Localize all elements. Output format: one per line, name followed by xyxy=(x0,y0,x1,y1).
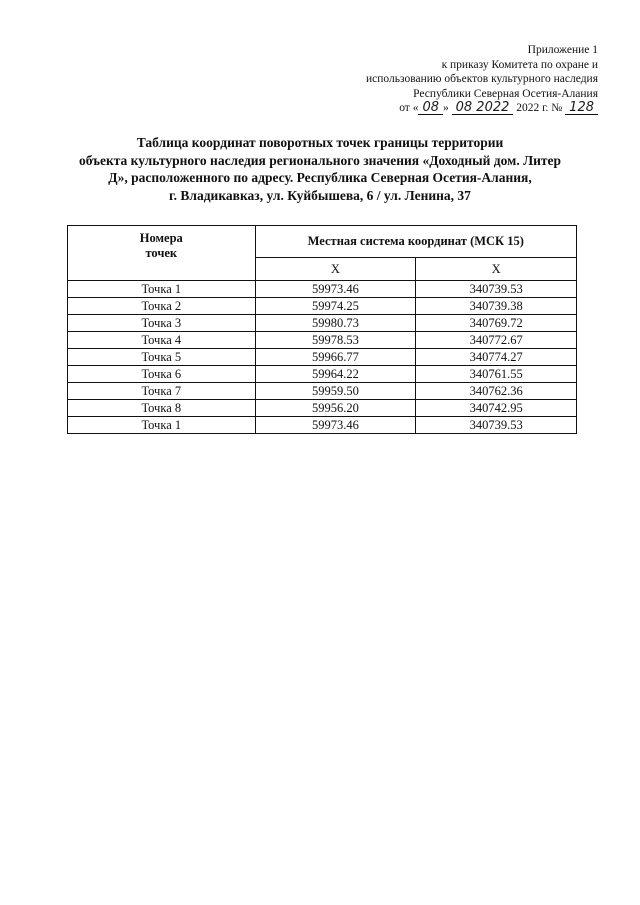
y-coordinate-cell: 340739.53 xyxy=(416,417,577,434)
table-row xyxy=(68,332,577,349)
points-header-line-2: точек xyxy=(145,246,178,260)
coordinate-system-header: Местная система координат (МСК 15) xyxy=(255,226,576,258)
date-prefix: от « xyxy=(399,102,419,114)
point-name-cell: Точка 3 xyxy=(68,315,256,332)
point-name-cell: Точка 5 xyxy=(68,349,256,366)
handwritten-order-number: 128 xyxy=(565,102,598,115)
title-line-3: Д», расположенного по адресу. Республика Северная Осетия-Алания, xyxy=(108,170,532,185)
y-coordinate-cell: 340739.38 xyxy=(416,298,577,315)
point-name-cell: Точка 1 xyxy=(68,417,256,434)
point-name-cell: Точка 7 xyxy=(68,383,256,400)
x-coordinate-cell: 59973.46 xyxy=(255,281,416,298)
table-row xyxy=(68,383,577,400)
appendix-header xyxy=(298,43,598,116)
table-row xyxy=(68,400,577,417)
coordinates-table xyxy=(67,225,577,434)
y-coordinate-cell: 340769.72 xyxy=(416,315,577,332)
x-coordinate-cell: 59964.22 xyxy=(255,366,416,383)
order-date-line xyxy=(298,101,598,116)
x-coordinate-cell: 59959.50 xyxy=(255,383,416,400)
date-day-suffix: » xyxy=(443,102,449,114)
y-coordinate-cell: 340742.95 xyxy=(416,400,577,417)
y-coordinate-cell: 340772.67 xyxy=(416,332,577,349)
handwritten-month: 08 2022 xyxy=(452,102,514,115)
committee-line: использованию объектов культурного наследия xyxy=(365,73,598,85)
x-coordinate-cell: 59966.77 xyxy=(255,349,416,366)
axis-x-header-2: X xyxy=(416,258,577,281)
title-line-4: г. Владикавказ, ул. Куйбышева, 6 / ул. Ленина, 37 xyxy=(169,187,471,203)
appendix-label: Приложение 1 xyxy=(527,44,598,56)
x-coordinate-cell: 59973.46 xyxy=(255,417,416,434)
point-name-cell: Точка 6 xyxy=(68,366,256,383)
y-coordinate-cell: 340762.36 xyxy=(416,383,577,400)
order-reference-line: к приказу Комитета по охране и xyxy=(441,58,598,71)
point-name-cell: Точка 1 xyxy=(68,281,256,298)
handwritten-day: 08 xyxy=(418,102,443,115)
point-name-cell: Точка 8 xyxy=(68,400,256,417)
x-coordinate-cell: 59974.25 xyxy=(255,298,416,315)
table-row xyxy=(68,417,577,434)
table-row xyxy=(68,298,577,315)
table-row xyxy=(68,281,577,298)
x-coordinate-cell: 59978.53 xyxy=(255,332,416,349)
title-line-2: объекта культурного наследия регионального значения «Доходный дом. Литер xyxy=(78,152,562,168)
y-coordinate-cell: 340761.55 xyxy=(416,366,577,383)
table-row xyxy=(68,366,577,383)
table-row xyxy=(68,315,577,332)
table-row xyxy=(68,349,577,366)
point-name-cell: Точка 2 xyxy=(68,298,256,315)
title-line-1: Таблица координат поворотных точек границы территории xyxy=(136,135,504,150)
point-name-cell: Точка 4 xyxy=(68,332,256,349)
axis-x-header-1: X xyxy=(255,258,416,281)
document-title xyxy=(50,134,590,204)
y-coordinate-cell: 340774.27 xyxy=(416,349,577,366)
republic-line: Республики Северная Осетия-Алания xyxy=(413,87,598,100)
y-coordinate-cell: 340739.53 xyxy=(416,281,577,298)
points-column-header xyxy=(68,226,256,281)
date-year-text: 2022 г. № xyxy=(516,102,563,114)
points-header-line-1: Номера xyxy=(139,231,183,245)
x-coordinate-cell: 59980.73 xyxy=(255,315,416,332)
table-header-row xyxy=(68,226,577,258)
x-coordinate-cell: 59956.20 xyxy=(255,400,416,417)
